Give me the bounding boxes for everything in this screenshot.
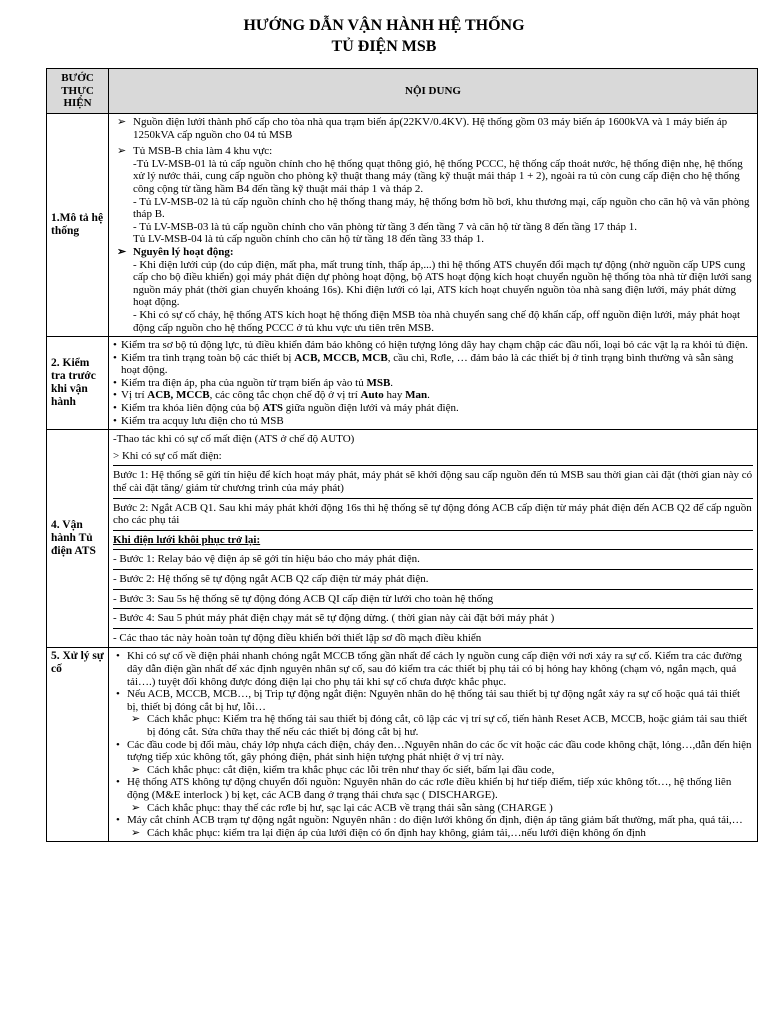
procedure-table	[46, 68, 758, 842]
list-item: • Kiểm tra điện áp, pha của nguồn từ trạm biến áp vào tủ MSB.	[113, 377, 753, 390]
document-title-line1: HƯỚNG DẪN VẬN HÀNH HỆ THỐNG	[243, 17, 525, 34]
list-item: - Tủ LV-MSB-02 là tủ cấp nguồn chính cho hệ thống thang máy, hệ thống bơm hồ bơi, khu thương mại, cấp nguồn cho căn hộ và văn phòng tháp B.	[133, 195, 750, 221]
table-row	[47, 114, 758, 337]
paragraph: Khi điện lưới khôi phục trở lại:	[113, 531, 753, 551]
header-content: NỘI DUNG	[109, 69, 758, 114]
table-row	[47, 337, 758, 430]
paragraph: - Bước 4: Sau 5 phút máy phát điện chạy mát sẽ tự động dừng. ( thời gian này cài đặt bởi máy phát )	[113, 609, 753, 629]
list-item: • Kiểm tra acquy lưu điện cho tủ MSB	[113, 415, 753, 428]
table-row	[47, 430, 758, 648]
header-step: BƯỚC THỰC HIỆN	[47, 69, 109, 114]
paragraph: -Thao tác khi có sự cố mất điện (ATS ở chế độ AUTO) > Khi có sự cố mất điện:	[113, 430, 753, 466]
step-label-2: 2. Kiểm tra trước khi vận hành	[47, 337, 109, 430]
list-item: ➢ Cách khắc phục: cắt điện, kiểm tra khắc phục các lỗi trên như thay ốc siết, bấm lại đầu code,	[113, 764, 753, 777]
list-item: • Kiểm tra tình trạng toàn bộ các thiết bị ACB, MCCB, MCB, cầu chì, Rơle, … đảm bảo là các thiết bị ở tình trạng bình thường và sẵn sàng hoạt động.	[113, 352, 753, 377]
step-label-5: 5. Xử lý sự cố	[47, 648, 109, 842]
list-item: • Nếu ACB, MCCB, MCB…, bị Trip tự động ngắt điện: Nguyên nhân do hệ thống tải sau thiết bị tự động ngắt xảy ra sự cố hoặc quá tải thiết bị, thiết bị đóng cắt bị hư, lỗi…	[113, 688, 753, 713]
list-item: - Tủ LV-MSB-03 là tủ cấp nguồn chính cho văn phòng từ tầng 3 đến tầng 7 và căn hộ từ tầng 8 đến tầng 17 tháp 1.	[133, 220, 637, 233]
list-item: - Khi điện lưới cúp (do cúp điện, mất pha, mất trung tính, thấp áp,...) thì hệ thống ATS chuyển đổi mạch tự động (nhờ nguồn cấp UPS cung cấp cho bộ điều khiển) gọi máy phát điện dự phòng hoạt động, bộ ATS hoạt động kích hoạt chuyển nguồn hệ thống tòa nhà từ điện lưới sang nguồn máy phát (thời gian chuyển khoảng 16s). Khi điện lưới có lại, ATS kích hoạt chuyển nguồn tòa nhà sang điện lưới, máy phát dừng hoạt động.	[133, 258, 752, 309]
list-item: • Hệ thống ATS không tự động chuyển đổi nguồn: Nguyên nhân do các rơle điều khiển bị hư tiếp điểm, tiếp xúc không tốt…, hệ thống liên động (M&E interlock ) bị kẹt, các ACB đang ở trạng thái chưa sạc ( DISCHARGE).	[113, 776, 753, 801]
list-item: • Vị trí ACB, MCCB, các công tắc chọn chế độ ở vị trí Auto hay Man.	[113, 389, 753, 402]
list-item: ➢ Nguồn điện lưới thành phố cấp cho tòa nhà qua trạm biến áp(22KV/0.4KV). Hệ thống gồm 03 máy biến áp 1600kVA và 1 máy biến áp 1250kVA cấp nguồn cho 04 tủ MSB	[113, 116, 753, 141]
list-item: • Máy cắt chính ACB trạm tự động ngắt nguồn: Nguyên nhân : do điện lưới không ổn định, điện áp tăng giảm bất thường, mất pha, quá tải,…	[113, 814, 753, 827]
list-item: ➢ Cách khắc phục: Kiểm tra hệ thống tải sau thiết bị đóng cắt, cô lập các vị trí sự cố, tiến hành Reset ACB, MCCB, hoặc giảm tải sau thiết bị đóng cắt. Sửa chữa thay thế nếu các thiết bị đóng cắt bị hư.	[113, 713, 753, 738]
list-item: -Tủ LV-MSB-01 là tủ cấp nguồn chính cho hệ thống quạt thông gió, hệ thống PCCC, hệ thống cấp thoát nước, hệ thống điện nhẹ, hệ thống xử lý nước thải, cung cấp nguồn cho phòng kỹ thuật thang máy (tầng kỹ thuật mái tháp 1 + 2), ngoài ra tủ còn cung cấp điện cho hệ thống công cộng từ tầng hầm B4 đến tầng kỹ thuật mái tháp 1 và tháp 2.	[133, 157, 743, 195]
table-header-row	[47, 69, 758, 114]
list-item: Tủ LV-MSB-04 là tủ cấp nguồn chính cho căn hộ từ tầng 18 đến tầng 33 tháp 1.	[133, 233, 484, 246]
list-item: ➢ Cách khắc phục: thay thế các rơle bị hư, sạc lại các ACB về trạng thái sẵn sàng (CHARGE )	[113, 802, 753, 815]
content-cell-2	[109, 337, 758, 430]
list-item: ➢ Nguyên lý hoạt động:	[113, 246, 753, 259]
paragraph: - Các thao tác này hoàn toàn tự động điều khiển bởi thiết lập sơ đồ mạch điều khiển	[113, 631, 482, 644]
step-label-4: 4. Vận hành Tủ điện ATS	[47, 430, 109, 648]
paragraph: Bước 2: Ngắt ACB Q1. Sau khi máy phát khởi động 16s thì hệ thống sẽ tự động đóng ACB cấp điện từ máy phát điện đến ACB Q2 để cấp nguồn cho các phụ tải	[113, 499, 753, 531]
list-item: ➢ Tủ MSB-B chia làm 4 khu vực:	[113, 145, 753, 158]
paragraph: Bước 1: Hệ thống sẽ gửi tín hiệu để kích hoạt máy phát, máy phát sẽ khởi động sau cấp nguồn đến tủ MSB sau thời gian cài đặt (thời gian này có thể cài đặt tăng/ giảm từ chương trình của máy phát)	[113, 466, 753, 498]
paragraph: - Bước 1: Relay bảo vệ điện áp sẽ gởi tín hiệu báo cho máy phát điện.	[113, 550, 753, 570]
list-item: - Khi có sự cố cháy, hệ thống ATS kích hoạt hệ thống điện MSB tòa nhà chuyển sang chế độ khẩn cấp, off nguồn điện lưới, máy phát hoạt động cấp nguồn cho hệ thống PCCC ở tủ khu vực ưu tiên trên MSB.	[133, 308, 741, 334]
step-label-1: 1.Mô tả hệ thống	[47, 114, 109, 337]
list-item: • Kiểm tra khóa liên động của bộ ATS giữa nguồn điện lưới và máy phát điện.	[113, 402, 753, 415]
paragraph: - Bước 3: Sau 5s hệ thống sẽ tự động đóng ACB QI cấp điện từ lưới cho toàn hệ thống	[113, 590, 753, 610]
table-row	[47, 648, 758, 842]
content-cell-1	[109, 114, 758, 337]
list-item: • Các đầu code bị đổi màu, cháy lớp nhựa cách điện, cháy đen…Nguyên nhân do các ốc vít hoặc các đầu code không chặt, lỏng…,dẫn đến hiện tượng tiếp xúc không tốt, gây phóng điện, phát sinh hiện tượng phát nhiệt ở vị trí này.	[113, 739, 753, 764]
list-item: • Khi có sự cố về điện phải nhanh chóng ngắt MCCB tổng gần nhất để cách ly nguồn cung cấp điện với nơi xảy ra sự cố. Kiểm tra các đường dây dẫn điện gần nhất để xác định nguyên nhân sự cố, sau đó kiểm tra các thiết bị phụ tải có bị hỏng hay không (chạm vỏ, ngắn mạch, quá tải….) tuyệt đối không được đóng điện lại cho phụ tải khi sự cố chưa được khắc phục.	[113, 650, 753, 688]
content-cell-5	[109, 648, 758, 842]
content-cell-4	[109, 430, 758, 648]
list-item: ➢ Cách khắc phục: kiểm tra lại điện áp của lưới điện có ổn định hay không, giảm tải,…nếu lưới điện không ổn định	[113, 827, 753, 840]
list-item: • Kiểm tra sơ bộ tủ động lực, tủ điều khiển đảm bảo không có hiện tượng lỏng dây hay chạm chập các đầu nối, loại bỏ các vật lạ ra khỏi tủ điện.	[113, 339, 753, 352]
document-title-line2: TỦ ĐIỆN MSB	[331, 38, 437, 55]
paragraph: - Bước 2: Hệ thống sẽ tự động ngắt ACB Q2 cấp điện từ máy phát điện.	[113, 570, 753, 590]
